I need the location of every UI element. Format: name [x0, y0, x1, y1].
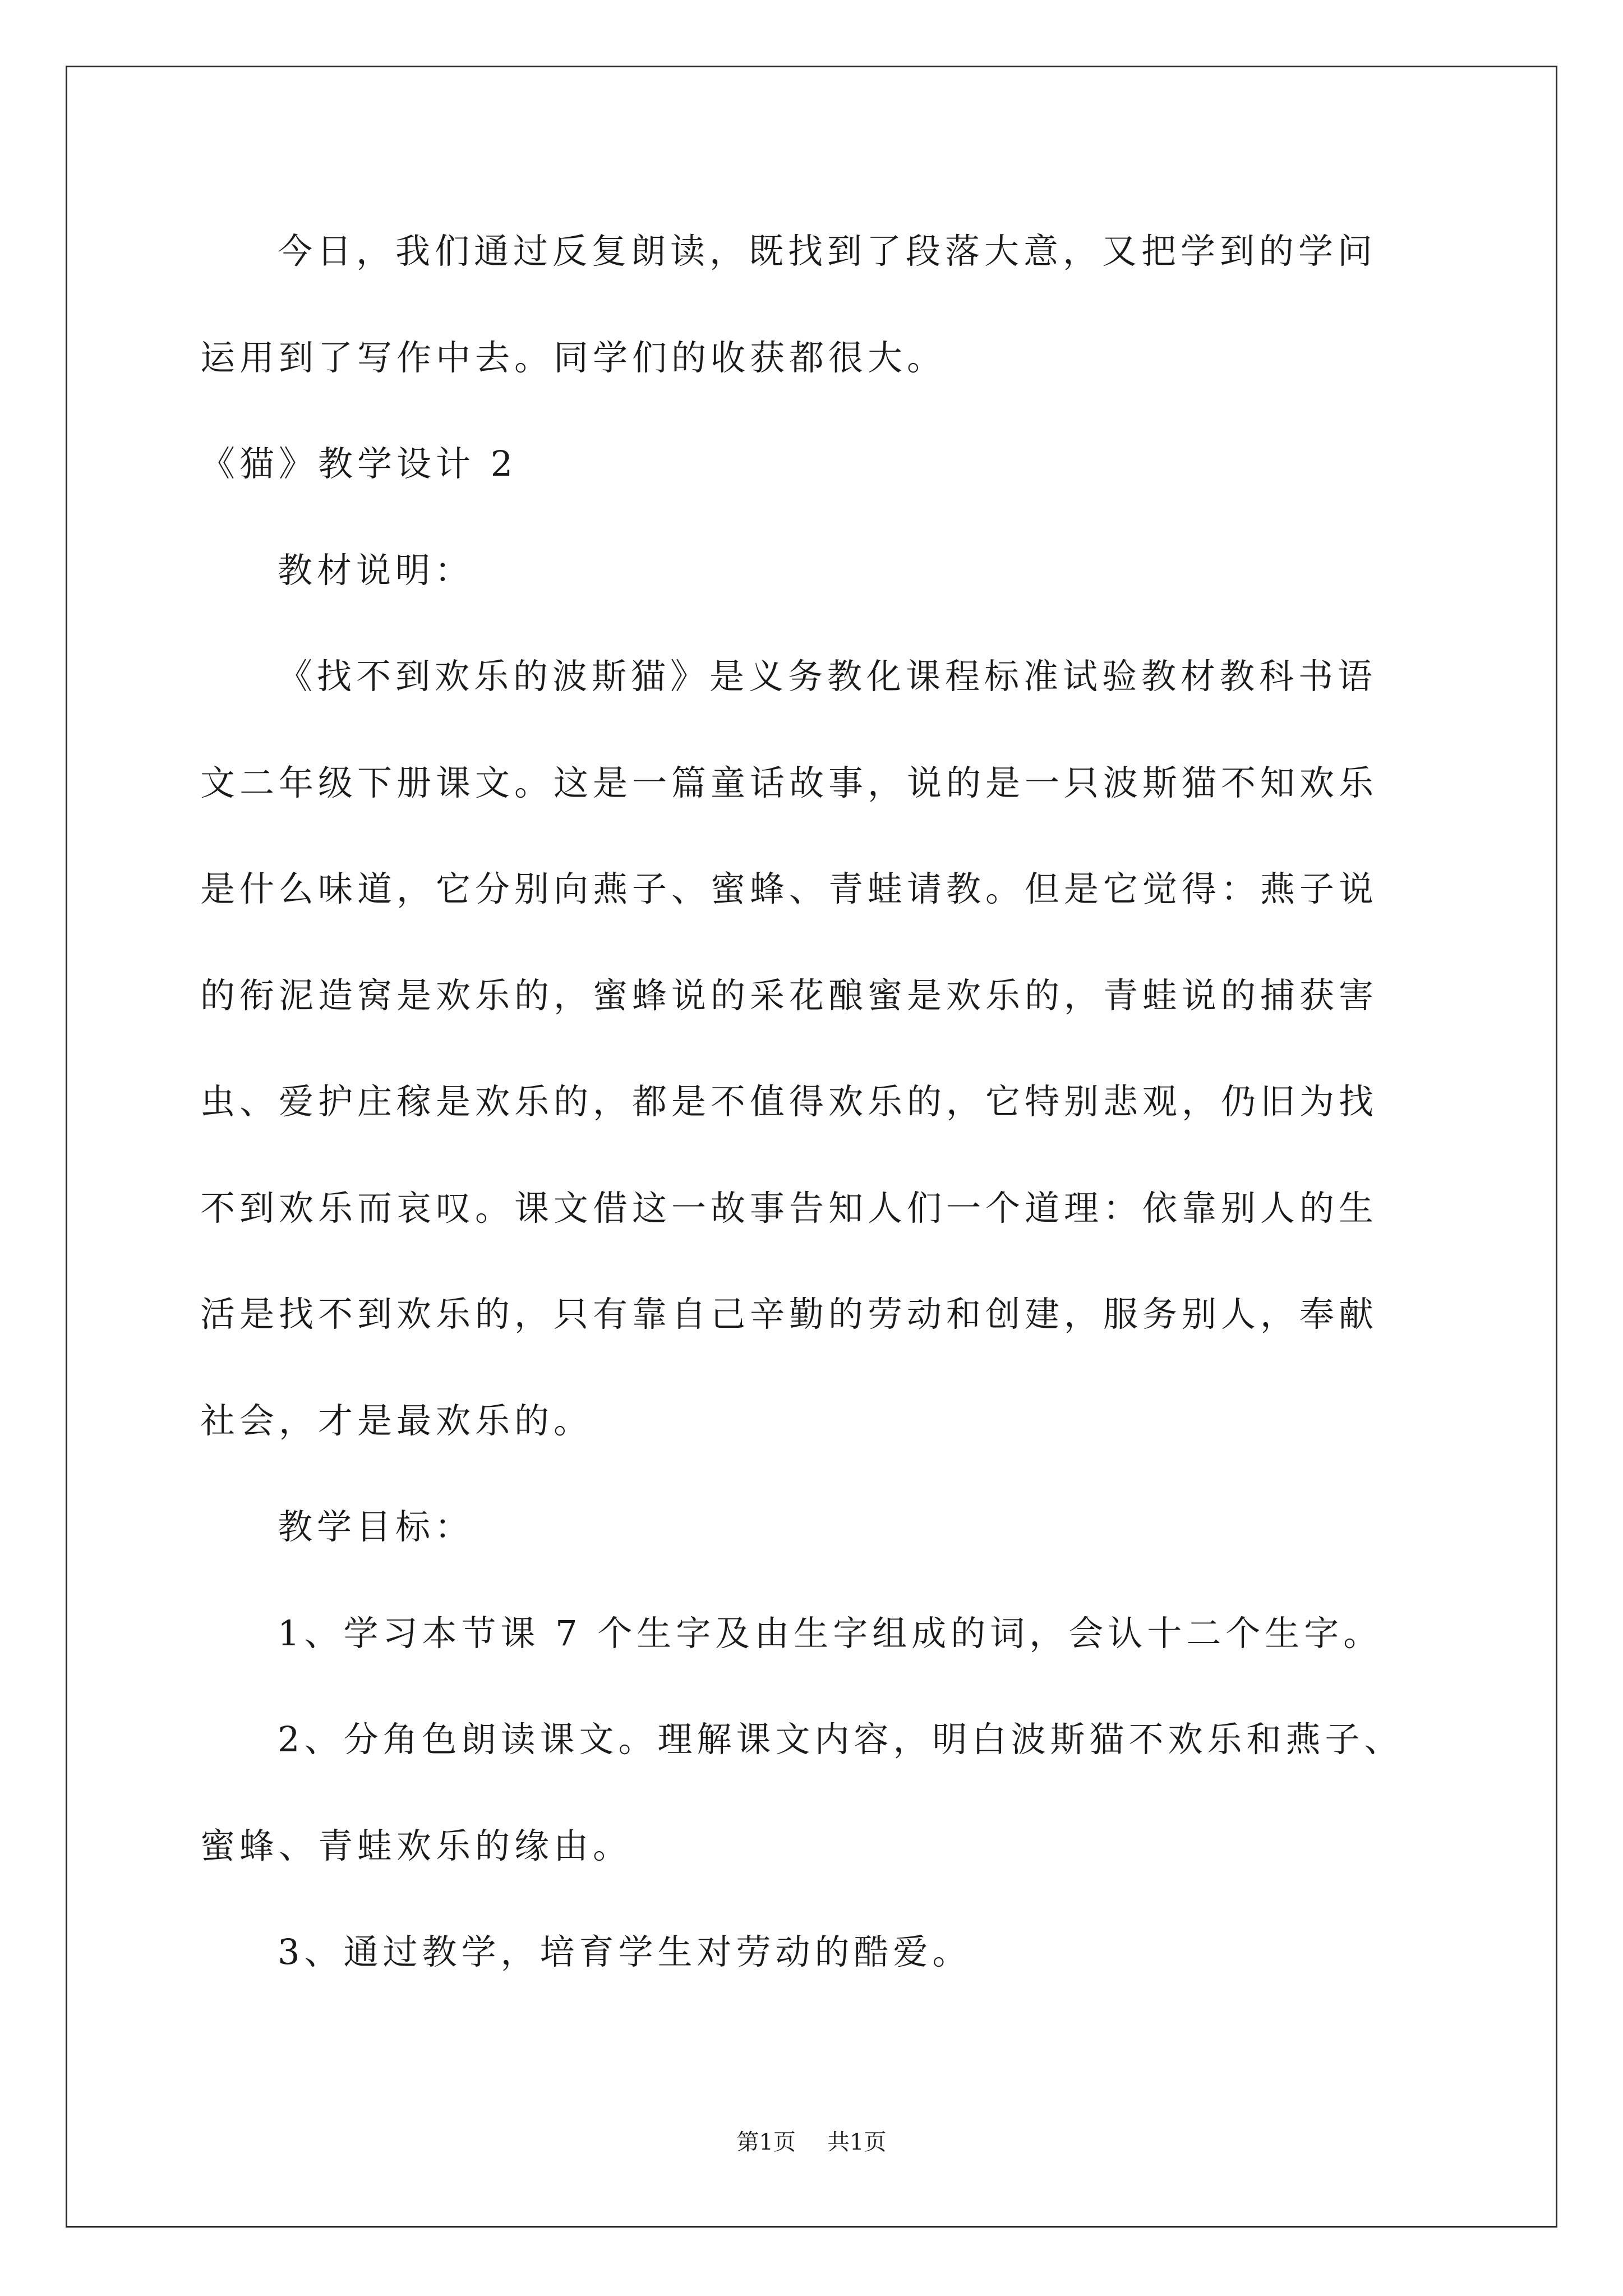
paragraph-line: 活是找不到欢乐的，只有靠自己辛勤的劳动和创建，服务别人，奉献 — [200, 1294, 1378, 1335]
paragraph-line: 的衔泥造窝是欢乐的，蜜蜂说的采花酿蜜是欢乐的，青蛙说的捕获害 — [200, 974, 1378, 1016]
objective-item-continuation: 蜜蜂、青蛙欢乐的缘由。 — [200, 1825, 633, 1866]
paragraph-line: 《找不到欢乐的波斯猫》是义务教化课程标准试验教材教科书语 — [278, 656, 1377, 697]
document-body — [200, 198, 1403, 2005]
objective-item: 1、学习本节课 7 个生字及由生字组成的词，会认十二个生字。 — [278, 1612, 1383, 1654]
paragraph-line: 文二年级下册课文。这是一篇童话故事，说的是一只波斯猫不知欢乐 — [200, 762, 1378, 803]
section-title: 《猫》教学设计 2 — [200, 443, 518, 484]
objectives-heading: 教学目标： — [278, 1506, 474, 1547]
material-heading: 教材说明： — [278, 549, 474, 591]
paragraph-line: 运用到了写作中去。同学们的收获都很大。 — [200, 337, 947, 378]
objective-item: 2、分角色朗读课文。理解课文内容，明白波斯猫不欢乐和燕子、 — [278, 1719, 1404, 1760]
paragraph-line: 社会，才是最欢乐的。 — [200, 1400, 593, 1441]
paragraph-line: 是什么味道，它分别向燕子、蜜蜂、青蛙请教。但是它觉得：燕子说 — [200, 868, 1378, 909]
page-count: 共1页 — [827, 2129, 887, 2155]
paragraph-line: 不到欢乐而哀叹。课文借这一故事告知人们一个道理：依靠别人的生 — [200, 1187, 1378, 1228]
objective-item: 3、通过教学，培育学生对劳动的酷爱。 — [278, 1931, 972, 1972]
paragraph-line: 今日，我们通过反复朗读，既找到了段落大意，又把学到的学问 — [278, 231, 1377, 272]
page-footer — [0, 2129, 1623, 2156]
paragraph-line: 虫、爱护庄稼是欢乐的，都是不值得欢乐的，它特别悲观，仍旧为找 — [200, 1081, 1378, 1122]
page-number: 第1页 — [736, 2129, 796, 2155]
